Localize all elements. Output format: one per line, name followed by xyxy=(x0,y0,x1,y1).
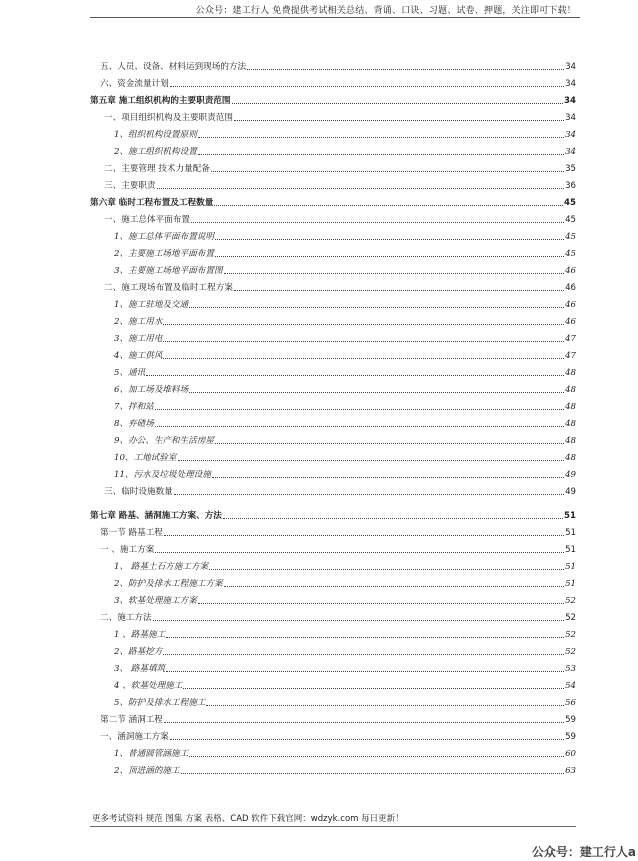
toc-subentry: 1、普通圆管涵施工 60 xyxy=(114,749,576,759)
toc-subentry: 3、施工用电 47 xyxy=(114,334,576,344)
toc-subentry: 6、加工场及堆料场 48 xyxy=(114,385,576,395)
toc-subentry: 9、办公、生产和生活房屋 48 xyxy=(114,436,576,446)
watermark-text: 公众号：建工行人a xyxy=(531,845,636,859)
toc-subentry: 1、 路基土石方施工方案 51 xyxy=(114,562,576,572)
toc-subentry: 2、防护及排水工程施工方案 51 xyxy=(114,579,576,589)
toc-subentry: 10、工地试验室 48 xyxy=(114,453,576,463)
toc-entry: 三、临时设施数量 49 xyxy=(104,487,576,497)
toc-subentry: 3、主要施工场地平面布置图 46 xyxy=(114,266,576,276)
toc-entry: 五、人员、设备、材料运到现场的方法 34 xyxy=(100,62,576,72)
toc-entry: 二、施工方法 52 xyxy=(100,613,576,623)
toc-chapter: 第七章 路基、涵洞施工方案、方法 51 xyxy=(90,511,576,521)
toc-subentry: 2、顶进涵的施工 63 xyxy=(114,766,576,776)
toc-chapter: 第五章 施工组织机构的主要职责范围 34 xyxy=(90,96,576,106)
toc-subentry: 1、施工驻地及交通 46 xyxy=(114,300,576,310)
toc-section: 第二节 涵洞工程 59 xyxy=(100,715,576,725)
toc-subentry: 2、施工组织机构设置 34 xyxy=(114,147,576,157)
toc-entry: 六、资金流量计划 34 xyxy=(100,79,576,89)
header-rule xyxy=(90,17,580,18)
toc-subentry: 3、软基处理施工方案 52 xyxy=(114,596,576,606)
toc-subentry: 2、施工用水 46 xyxy=(114,317,576,327)
toc-subentry: 1、组织机构设置原则 34 xyxy=(114,130,576,140)
toc-subentry: 3、 路基填筑 53 xyxy=(114,664,576,674)
toc-subentry: 5、防护及排水工程施工 56 xyxy=(114,698,576,708)
toc-chapter: 第六章 临时工程布置及工程数量 45 xyxy=(90,198,576,208)
toc-subentry: 11、污水及垃圾处理设施 49 xyxy=(114,470,576,480)
toc-subentry: 8、弃碴场 48 xyxy=(114,419,576,429)
toc-subentry: 4、施工供风 47 xyxy=(114,351,576,361)
toc-section: 第一节 路基工程 51 xyxy=(100,528,576,538)
toc-subentry: 5、通讯 48 xyxy=(114,368,576,378)
toc-subentry: 2、主要施工场地平面布置 45 xyxy=(114,249,576,259)
toc-entry: 二、主要管理 技术力量配备 35 xyxy=(104,164,576,174)
toc-entry: 一、项目组织机构及主要职责范围 34 xyxy=(104,113,576,123)
toc-entry: 二、施工现场布置及临时工程方案 46 xyxy=(104,283,576,293)
page-footer-text: 更多考试资料 规范 图集 方案 表格、CAD 软件下载官网：wdzyk.com 每日更新！ xyxy=(92,814,404,824)
toc-subentry: 4 、软基处理施工 54 xyxy=(114,681,576,691)
toc-entry: 一 、施工方案 51 xyxy=(100,545,576,555)
toc-subentry: 7、拌和站 48 xyxy=(114,402,576,412)
toc-entry: 一、施工总体平面布置 45 xyxy=(104,215,576,225)
toc-subentry: 1、施工总体平面布置说明 45 xyxy=(114,232,576,242)
toc-entry: 一、涵洞施工方案 59 xyxy=(100,732,576,742)
toc-subentry: 2、路基挖方 52 xyxy=(114,647,576,657)
page-header-text: 公众号：建工行人 免费提供考试相关总结、背诵、口诀、习题、试卷、押题，关注即可下载！ xyxy=(195,6,576,16)
footer-rule xyxy=(90,826,576,827)
table-of-contents xyxy=(90,56,576,777)
toc-subentry: 1 、路基施工 52 xyxy=(114,630,576,640)
toc-entry: 三、主要职责 36 xyxy=(104,181,576,191)
